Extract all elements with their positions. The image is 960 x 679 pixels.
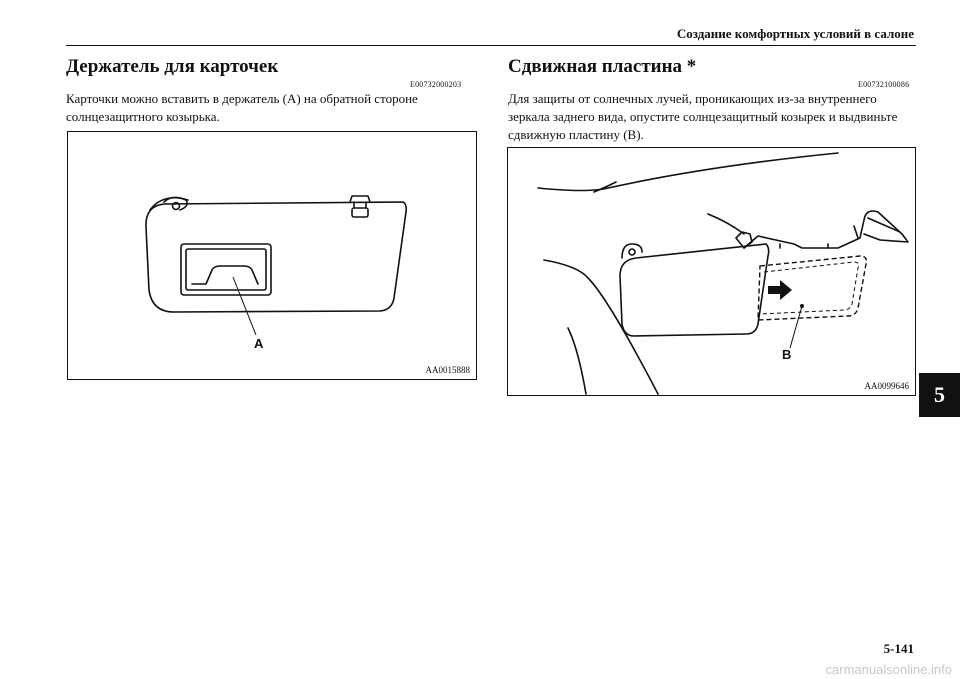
figure-code-sliding-plate: AA0099646: [864, 381, 909, 391]
page-number: 5-141: [883, 641, 914, 656]
text-line: Для защиты от солнечных лучей, проникающих из-за внутреннего: [508, 91, 877, 106]
figure-card-holder: [67, 131, 477, 380]
watermark: carmanualsonline.info: [825, 662, 952, 677]
chapter-tab: 5: [919, 373, 960, 417]
section-text-sliding-plate: [508, 90, 897, 144]
section-code-card-holder: E00732000203: [410, 80, 462, 89]
callout-label-b: B: [782, 347, 792, 362]
text-line: солнцезащитного козырька.: [66, 109, 220, 124]
figure-code-card-holder: AA0015888: [425, 365, 470, 375]
text-line: сдвижную пластину (B).: [508, 127, 644, 142]
callout-label-a: A: [254, 336, 264, 351]
text-line: зеркала заднего вида, опустите солнцезащитный козырек и выдвиньте: [508, 109, 898, 124]
section-title-sliding-plate: Сдвижная пластина *: [508, 56, 697, 77]
sun-visor-card-holder-illustration: [68, 132, 478, 381]
page-header-title: Создание комфортных условий в салоне: [676, 26, 914, 41]
header-rule: [66, 45, 916, 46]
section-title-card-holder: Держатель для карточек: [66, 56, 279, 77]
text-line: Карточки можно вставить в держатель (A) на обратной стороне: [66, 91, 418, 106]
figure-sliding-plate: [507, 147, 916, 396]
section-code-sliding-plate: E00732100086: [858, 80, 910, 89]
sun-visor-sliding-plate-illustration: [508, 148, 917, 397]
section-text-card-holder: [66, 90, 418, 126]
